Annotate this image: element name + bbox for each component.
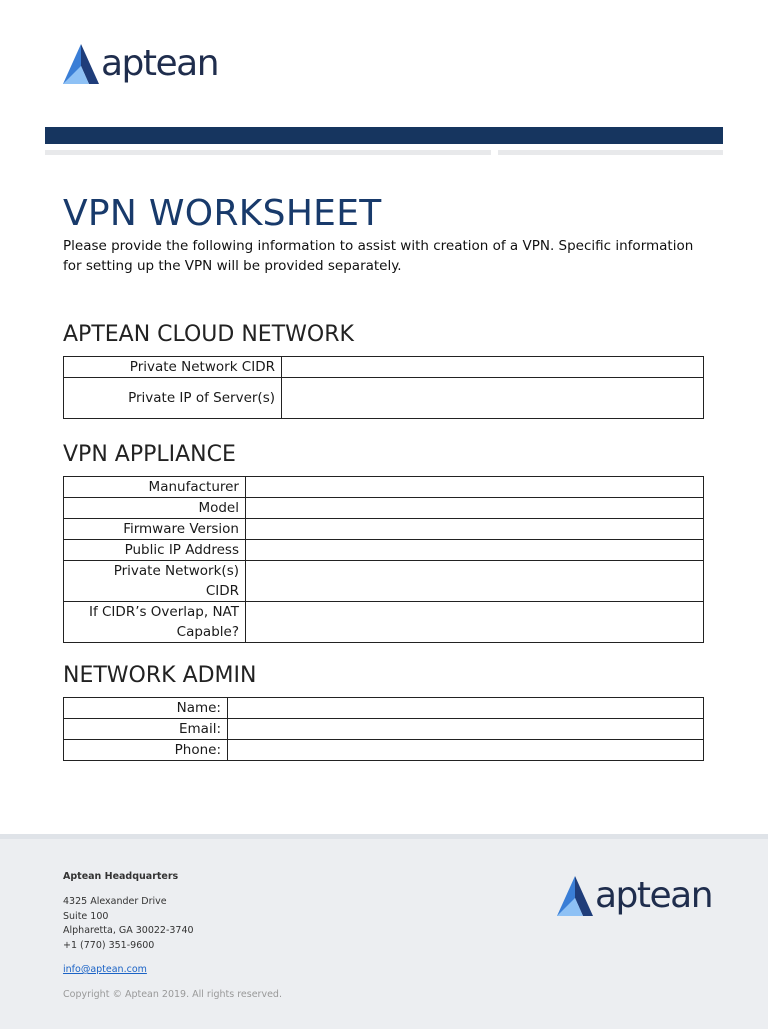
- aptean-logo-text: aptean: [595, 875, 713, 916]
- footer-company-name: Aptean Headquarters: [63, 871, 179, 882]
- admin-name-field[interactable]: [228, 698, 704, 719]
- field-label: If CIDR’s Overlap, NAT Capable?: [64, 602, 246, 643]
- section-heading-network-admin: NETWORK ADMIN: [63, 663, 257, 688]
- table-row: [64, 719, 704, 740]
- field-label: Email:: [64, 719, 228, 740]
- footer-address-line2: Suite 100: [63, 910, 109, 922]
- table-row: [64, 498, 704, 519]
- intro-text: Please provide the following information to assist with creation of a VPN. Specific information for setting up the VPN will be provided separately.: [63, 238, 694, 274]
- table-row: [64, 378, 704, 419]
- footer-email-link[interactable]: info@aptean.com: [63, 964, 147, 975]
- model-field[interactable]: [246, 498, 704, 519]
- field-label: Private Network CIDR: [64, 357, 282, 378]
- field-label: Name:: [64, 698, 228, 719]
- page-title: VPN WORKSHEET: [63, 193, 382, 234]
- aptean-logo-icon: [63, 44, 99, 84]
- admin-phone-field[interactable]: [228, 740, 704, 761]
- nat-capable-field[interactable]: [246, 602, 704, 643]
- vpn-appliance-table: [63, 476, 704, 643]
- firmware-version-field[interactable]: [246, 519, 704, 540]
- table-row: [64, 519, 704, 540]
- aptean-logo: [63, 44, 218, 84]
- footer-address-line3: Alpharetta, GA 30022-3740: [63, 925, 194, 936]
- cloud-network-table: [63, 356, 704, 419]
- table-row: [64, 540, 704, 561]
- network-admin-table: [63, 697, 704, 761]
- header-band: [45, 127, 723, 144]
- section-heading-cloud-network: APTEAN CLOUD NETWORK: [63, 322, 354, 347]
- public-ip-address-field[interactable]: [246, 540, 704, 561]
- section-heading-vpn-appliance: VPN APPLIANCE: [63, 442, 236, 467]
- manufacturer-field[interactable]: [246, 477, 704, 498]
- aptean-logo-icon: [557, 876, 593, 916]
- footer-address-line1: 4325 Alexander Drive: [63, 896, 167, 907]
- footer-copyright: Copyright © Aptean 2019. All rights reserved.: [63, 989, 282, 1000]
- table-row: [64, 477, 704, 498]
- field-label: Firmware Version: [64, 519, 246, 540]
- table-row: [64, 561, 704, 602]
- private-network-cidr-field[interactable]: [282, 357, 704, 378]
- field-label: Model: [64, 498, 246, 519]
- private-ip-servers-field[interactable]: [282, 378, 704, 419]
- footer-phone: +1 (770) 351-9600: [63, 939, 155, 951]
- field-label: Private Network(s) CIDR: [64, 561, 246, 602]
- field-label: Private IP of Server(s): [64, 378, 282, 419]
- table-row: [64, 698, 704, 719]
- field-label: Public IP Address: [64, 540, 246, 561]
- private-networks-cidr-field[interactable]: [246, 561, 704, 602]
- aptean-logo-footer: [557, 876, 712, 916]
- table-row: [64, 357, 704, 378]
- header-subband-right: [498, 150, 723, 155]
- table-row: [64, 740, 704, 761]
- aptean-logo-text: aptean: [101, 43, 219, 84]
- table-row: [64, 602, 704, 643]
- field-label: Phone:: [64, 740, 228, 761]
- header-subband-left: [45, 150, 491, 155]
- admin-email-field[interactable]: [228, 719, 704, 740]
- field-label: Manufacturer: [64, 477, 246, 498]
